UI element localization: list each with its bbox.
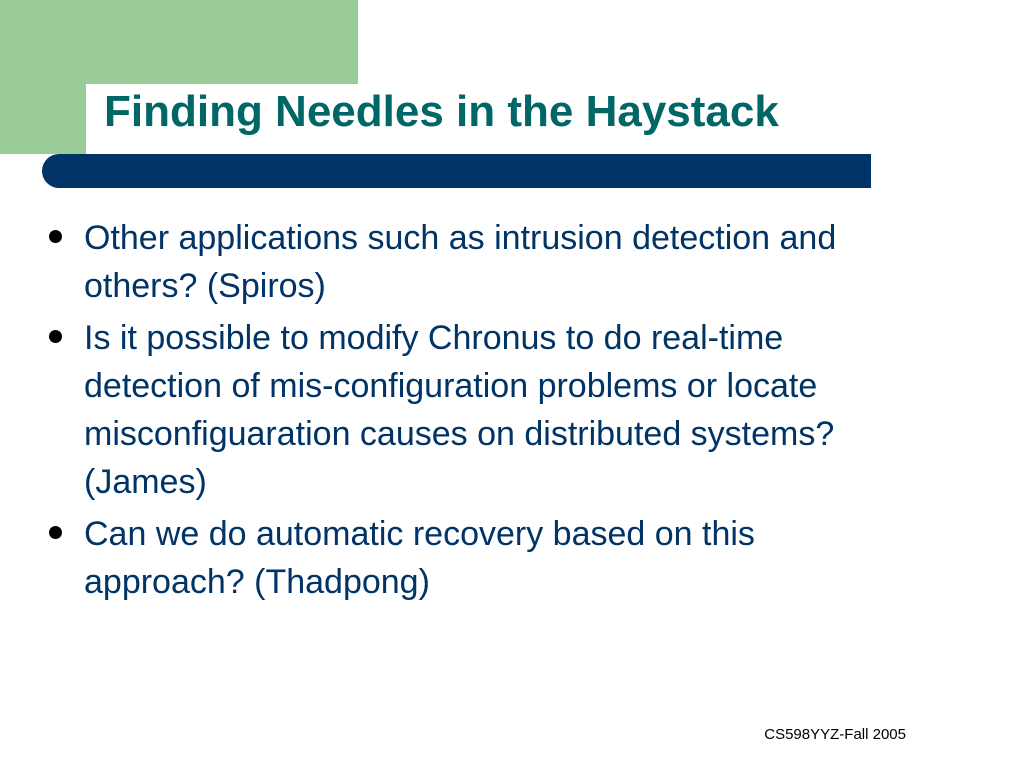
bullet-line: Can we do automatic recovery based on this xyxy=(84,515,755,553)
slide-footer: CS598YYZ-Fall 2005 xyxy=(764,726,906,743)
bullet-line: others? (Spiros) xyxy=(84,267,326,305)
bullet-line: approach? (Thadpong) xyxy=(84,563,430,601)
bullet-line: Is it possible to modify Chronus to do real-time xyxy=(84,319,784,357)
bullet-dot-icon xyxy=(49,330,62,343)
title-underline-bar xyxy=(42,154,871,188)
bullet-dot-icon xyxy=(49,230,62,243)
bullet-line: (James) xyxy=(84,463,207,501)
bullet-line: Other applications such as intrusion detection and xyxy=(84,219,837,257)
bullet-dot-icon xyxy=(49,526,62,539)
bullet-line: misconfiguaration causes on distributed systems? xyxy=(84,415,835,453)
slide-title: Finding Needles in the Haystack xyxy=(104,87,779,136)
bullet-list xyxy=(46,214,996,610)
bullet-item xyxy=(46,510,996,606)
bullet-item xyxy=(46,214,996,310)
bullet-line: detection of mis-configuration problems or locate xyxy=(84,367,818,405)
bullet-item xyxy=(46,314,996,506)
